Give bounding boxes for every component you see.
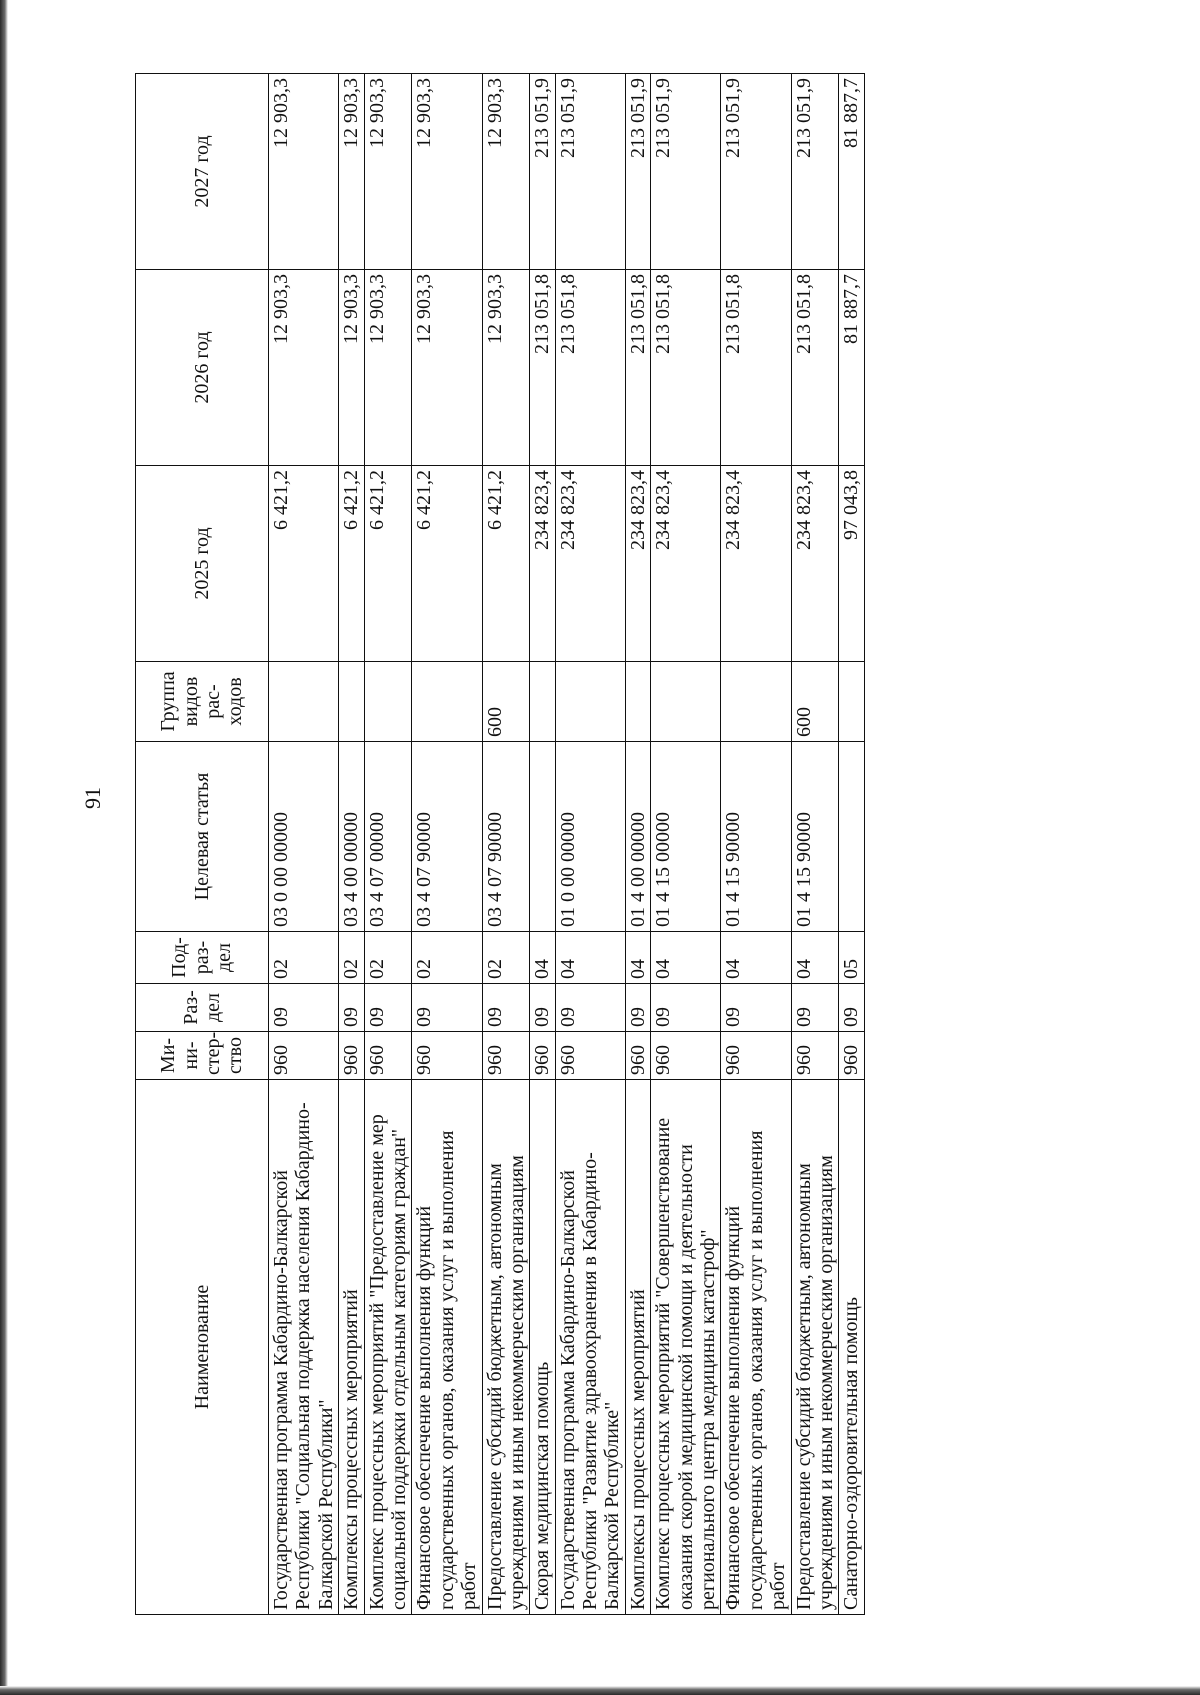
row-2025: 234 823,4	[555, 466, 625, 662]
row-2027: 12 903,3	[364, 74, 412, 270]
table-header-row	[136, 74, 269, 1615]
row-subsection: 04	[530, 932, 555, 984]
row-section: 09	[839, 984, 864, 1032]
row-section: 09	[791, 984, 839, 1032]
table-row	[625, 74, 650, 1615]
page-number: 91	[80, 787, 105, 809]
row-target: 03 4 07 90000	[482, 742, 530, 932]
row-subsection: 02	[364, 932, 412, 984]
row-name: Скорая медицинская помощь	[530, 1080, 555, 1615]
row-ministry: 960	[839, 1032, 864, 1080]
table-row	[721, 74, 791, 1615]
row-ministry: 960	[651, 1032, 721, 1080]
row-name: Государственная программа Кабардино-Балкарской Республики "Развитие здравоохранения в Кабардино-Балкарской Республике"	[555, 1080, 625, 1615]
row-name: Предоставление субсидий бюджетным, автономным учреждениям и иным некоммерческим организациям	[791, 1080, 839, 1615]
row-2026: 213 051,8	[625, 270, 650, 466]
row-subsection: 02	[482, 932, 530, 984]
row-2026: 213 051,8	[555, 270, 625, 466]
row-2026: 213 051,8	[791, 270, 839, 466]
row-2027: 213 051,9	[651, 74, 721, 270]
row-2026: 12 903,3	[482, 270, 530, 466]
row-subsection: 04	[721, 932, 791, 984]
row-subsection: 02	[269, 932, 339, 984]
row-section: 09	[482, 984, 530, 1032]
row-2026: 12 903,3	[412, 270, 482, 466]
scan-edge-bottom	[0, 1686, 1200, 1695]
row-2025: 6 421,2	[364, 466, 412, 662]
budget-table	[135, 73, 865, 1615]
header-subsection: Под-раз-дел	[136, 932, 269, 984]
row-target: 01 4 15 90000	[791, 742, 839, 932]
row-subsection: 04	[791, 932, 839, 984]
row-2025: 234 823,4	[791, 466, 839, 662]
row-subsection: 02	[412, 932, 482, 984]
row-2027: 81 887,7	[839, 74, 864, 270]
row-name: Финансовое обеспечение выполнения функций государственных органов, оказания услуг и выполнения работ	[721, 1080, 791, 1615]
row-section: 09	[412, 984, 482, 1032]
row-2026: 81 887,7	[839, 270, 864, 466]
row-target	[530, 742, 555, 932]
row-subsection: 04	[651, 932, 721, 984]
header-2027: 2027 год	[136, 74, 269, 270]
row-2026: 213 051,8	[721, 270, 791, 466]
row-ministry: 960	[339, 1032, 364, 1080]
header-target: Целевая статья	[136, 742, 269, 932]
row-ministry: 960	[482, 1032, 530, 1080]
row-name: Государственная программа Кабардино-Балкарской Республики "Социальная поддержка населения Кабардино-Балкарской Республики"	[269, 1080, 339, 1615]
row-group	[364, 662, 412, 742]
row-target: 01 4 00 00000	[625, 742, 650, 932]
row-target: 03 0 00 00000	[269, 742, 339, 932]
table-row	[412, 74, 482, 1615]
row-2027: 213 051,9	[625, 74, 650, 270]
row-ministry: 960	[364, 1032, 412, 1080]
row-2026: 213 051,8	[530, 270, 555, 466]
row-section: 09	[625, 984, 650, 1032]
table-row	[482, 74, 530, 1615]
header-group: Группа видов рас-ходов	[136, 662, 269, 742]
row-subsection: 04	[625, 932, 650, 984]
row-section: 09	[339, 984, 364, 1032]
row-section: 09	[651, 984, 721, 1032]
row-2025: 6 421,2	[269, 466, 339, 662]
row-2027: 12 903,3	[269, 74, 339, 270]
row-name: Предоставление субсидий бюджетным, автономным учреждениям и иным некоммерческим организациям	[482, 1080, 530, 1615]
table-row	[269, 74, 339, 1615]
row-section: 09	[555, 984, 625, 1032]
row-target: 01 0 00 00000	[555, 742, 625, 932]
row-2025: 6 421,2	[339, 466, 364, 662]
row-name: Комплекс процессных мероприятий "Совершенствование оказания скорой медицинской помощи и деятельности регионального центра медицины катастроф"	[651, 1080, 721, 1615]
row-target: 03 4 00 00000	[339, 742, 364, 932]
row-2027: 12 903,3	[482, 74, 530, 270]
header-ministry: Ми-ни-стер-ство	[136, 1032, 269, 1080]
rotated-page	[135, 75, 1090, 1615]
row-name: Санаторно-оздоровительная помощь	[839, 1080, 864, 1615]
row-section: 09	[530, 984, 555, 1032]
row-group	[721, 662, 791, 742]
row-ministry: 960	[412, 1032, 482, 1080]
row-group	[625, 662, 650, 742]
row-target: 01 4 15 00000	[651, 742, 721, 932]
row-2027: 213 051,9	[791, 74, 839, 270]
row-ministry: 960	[269, 1032, 339, 1080]
row-2027: 213 051,9	[530, 74, 555, 270]
row-2027: 213 051,9	[555, 74, 625, 270]
row-ministry: 960	[721, 1032, 791, 1080]
row-target: 03 4 07 90000	[412, 742, 482, 932]
table-row	[339, 74, 364, 1615]
row-ministry: 960	[791, 1032, 839, 1080]
row-2025: 234 823,4	[530, 466, 555, 662]
row-2026: 213 051,8	[651, 270, 721, 466]
row-ministry: 960	[555, 1032, 625, 1080]
row-group	[269, 662, 339, 742]
row-name: Комплексы процессных мероприятий	[625, 1080, 650, 1615]
row-name: Комплекс процессных мероприятий "Предоставление мер социальной поддержки отдельным категориям граждан"	[364, 1080, 412, 1615]
row-name: Финансовое обеспечение выполнения функций государственных органов, оказания услуг и выполнения работ	[412, 1080, 482, 1615]
row-2025: 234 823,4	[625, 466, 650, 662]
row-group	[555, 662, 625, 742]
row-name: Комплексы процессных мероприятий	[339, 1080, 364, 1615]
table-row	[555, 74, 625, 1615]
row-ministry: 960	[530, 1032, 555, 1080]
row-2025: 234 823,4	[651, 466, 721, 662]
row-group	[839, 662, 864, 742]
row-group: 600	[791, 662, 839, 742]
row-subsection: 05	[839, 932, 864, 984]
row-2027: 12 903,3	[412, 74, 482, 270]
row-2027: 12 903,3	[339, 74, 364, 270]
row-target: 03 4 07 00000	[364, 742, 412, 932]
row-group	[530, 662, 555, 742]
header-2025: 2025 год	[136, 466, 269, 662]
row-2025: 6 421,2	[412, 466, 482, 662]
row-group: 600	[482, 662, 530, 742]
row-2025: 6 421,2	[482, 466, 530, 662]
table-row	[364, 74, 412, 1615]
row-2026: 12 903,3	[339, 270, 364, 466]
row-2025: 234 823,4	[721, 466, 791, 662]
row-target: 01 4 15 90000	[721, 742, 791, 932]
header-name: Наименование	[136, 1080, 269, 1615]
row-group	[339, 662, 364, 742]
row-section: 09	[364, 984, 412, 1032]
header-section: Раз-дел	[136, 984, 269, 1032]
row-2027: 213 051,9	[721, 74, 791, 270]
scan-edge-left	[0, 0, 8, 1695]
row-subsection: 02	[339, 932, 364, 984]
table-row	[651, 74, 721, 1615]
table-row	[791, 74, 839, 1615]
row-target	[839, 742, 864, 932]
table-row	[839, 74, 864, 1615]
header-2026: 2026 год	[136, 270, 269, 466]
row-section: 09	[721, 984, 791, 1032]
row-group	[412, 662, 482, 742]
table-row	[530, 74, 555, 1615]
row-subsection: 04	[555, 932, 625, 984]
row-section: 09	[269, 984, 339, 1032]
row-2026: 12 903,3	[269, 270, 339, 466]
row-ministry: 960	[625, 1032, 650, 1080]
row-group	[651, 662, 721, 742]
row-2025: 97 043,8	[839, 466, 864, 662]
row-2026: 12 903,3	[364, 270, 412, 466]
